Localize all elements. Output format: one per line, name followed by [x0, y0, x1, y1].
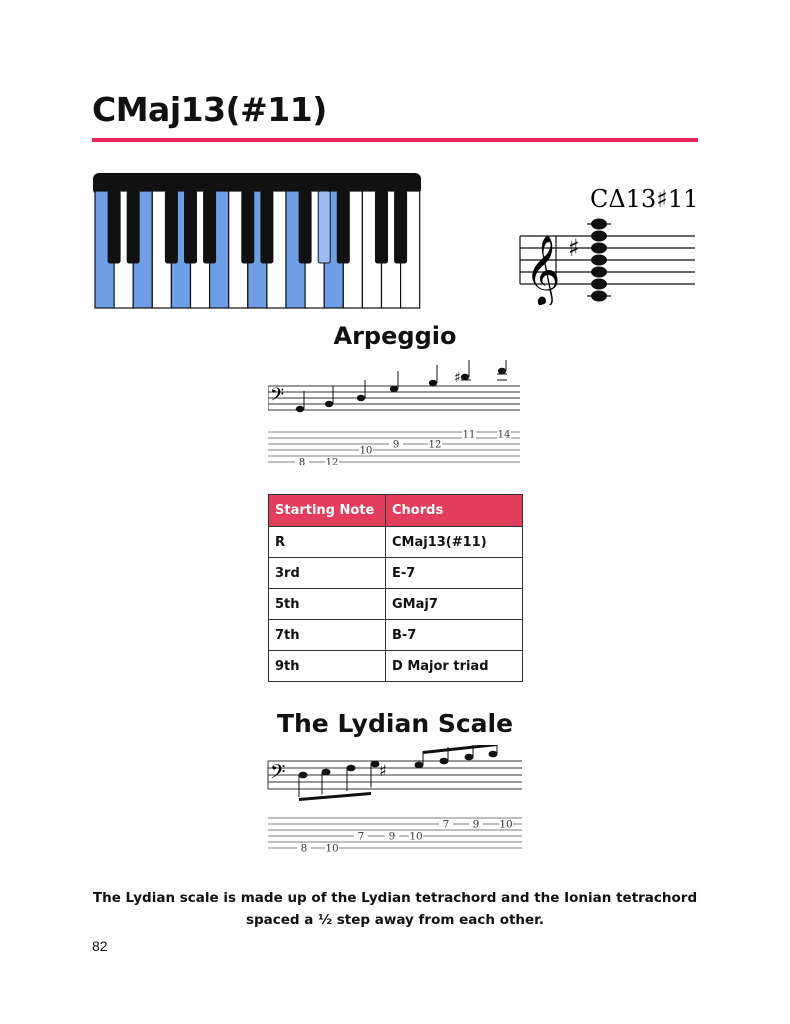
note-head [489, 751, 498, 758]
note-head [299, 772, 308, 779]
starting-note-cell: 3rd [269, 558, 386, 589]
header-starting-note: Starting Note [269, 495, 386, 527]
arpeggio-notation [268, 360, 523, 465]
arpeggio-tab [295, 429, 511, 465]
tab-number: 14 [497, 429, 511, 441]
table-header-row [269, 495, 523, 527]
black-key [127, 191, 139, 263]
page-number: 82 [92, 938, 108, 954]
title-underline [92, 138, 698, 142]
note-head [325, 401, 333, 407]
black-key [299, 191, 311, 263]
note-head [465, 754, 474, 761]
tab-number: 9 [472, 818, 480, 831]
note-head [296, 406, 304, 412]
sharp-accidental: ♯ [568, 234, 580, 262]
chord-cell: CMaj13(#11) [386, 527, 523, 558]
note-head [347, 765, 356, 772]
starting-note-cell: 7th [269, 620, 386, 651]
sharp-accidental: ♯ [454, 370, 461, 386]
note-head [357, 395, 365, 401]
tab-number: 8 [298, 457, 306, 465]
tab-number: 8 [300, 842, 308, 855]
tab-number: 7 [357, 830, 365, 843]
chord-staff [515, 180, 700, 305]
arpeggio-heading: Arpeggio [333, 322, 457, 350]
black-key [376, 191, 388, 263]
note-head [461, 374, 469, 380]
table-row [269, 527, 523, 558]
chord-symbol-label: CΔ13♯11 [590, 185, 699, 213]
tab-number: 10 [499, 818, 513, 831]
caption-line-2: spaced a ½ step away from each other. [245, 912, 545, 928]
black-key [185, 191, 197, 263]
note-head [498, 368, 506, 374]
black-key [108, 191, 120, 263]
table-row [269, 620, 523, 651]
starting-note-cell: 5th [269, 589, 386, 620]
tab-number: 12 [428, 439, 442, 451]
tab-number: 9 [388, 830, 396, 843]
note-head [429, 380, 437, 386]
note-head [390, 386, 398, 392]
chord-cell: D Major triad [386, 651, 523, 682]
lydian-notes [299, 745, 498, 801]
chord-cell: B-7 [386, 620, 523, 651]
bass-clef-icon: 𝄢 [270, 385, 285, 410]
starting-note-cell: 9th [269, 651, 386, 682]
caption-line-1: The Lydian scale is made up of the Lydian tetrachord and the Ionian tetrachord [92, 890, 698, 906]
black-key [165, 191, 177, 263]
tab-number: 10 [359, 445, 373, 457]
chord-cell: GMaj7 [386, 589, 523, 620]
lydian-caption [60, 887, 730, 931]
lydian-notation [266, 745, 526, 857]
table-row [269, 651, 523, 682]
tab-number: 9 [392, 439, 400, 451]
black-key [261, 191, 273, 263]
tab-number: 10 [409, 830, 423, 843]
chord-cell: E-7 [386, 558, 523, 589]
black-key [242, 191, 254, 263]
chords-table [268, 494, 523, 682]
black-key [318, 191, 330, 263]
treble-clef-icon: 𝄞 [525, 235, 561, 305]
starting-note-cell: R [269, 527, 386, 558]
table-row [269, 589, 523, 620]
header-chords: Chords [386, 495, 523, 527]
beam [423, 745, 497, 754]
note-head [415, 762, 424, 769]
black-key [337, 191, 349, 263]
black-key [395, 191, 407, 263]
tab-number: 7 [442, 818, 450, 831]
lydian-heading: The Lydian Scale [276, 709, 514, 738]
sharp-accidental: ♯ [379, 761, 387, 780]
piano-keyboard [93, 173, 423, 311]
bass-clef-icon: 𝄢 [270, 760, 286, 788]
tab-number: 12 [325, 457, 339, 465]
note-head [322, 769, 331, 776]
black-key [204, 191, 216, 263]
page-title: CMaj13(#11) [92, 90, 327, 129]
note-head [440, 758, 449, 765]
beam [299, 792, 371, 801]
table-row [269, 558, 523, 589]
tab-number: 10 [325, 842, 339, 855]
tab-number: 11 [462, 429, 476, 441]
